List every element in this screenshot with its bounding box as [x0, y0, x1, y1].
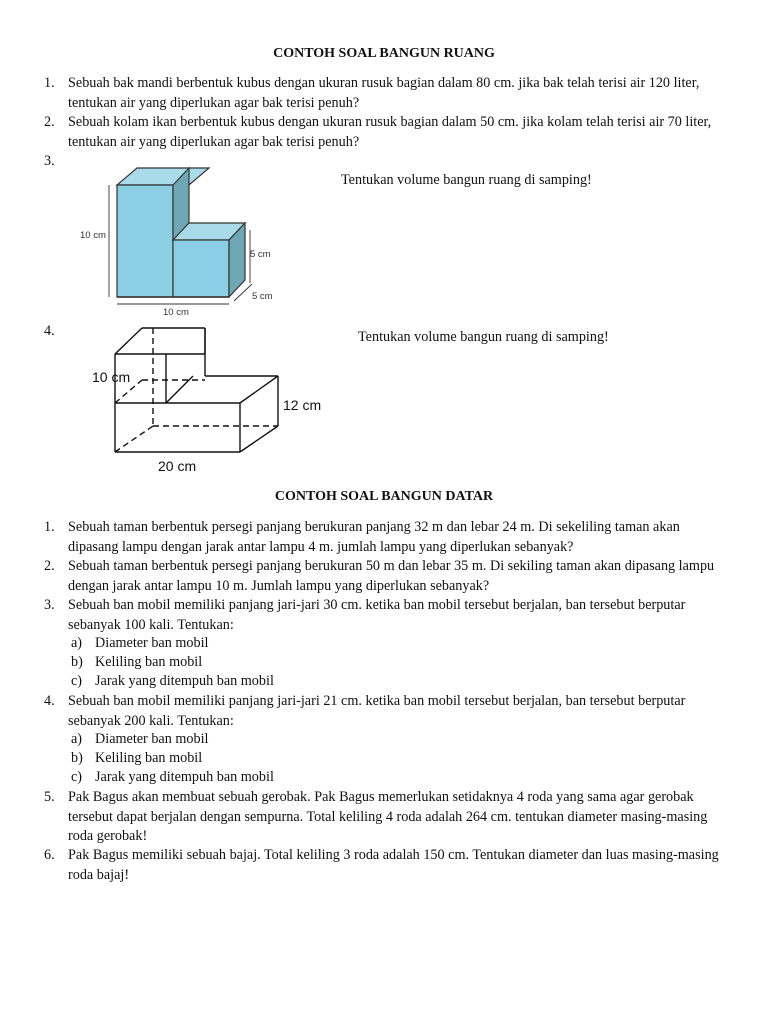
label-front: 5 cm: [250, 249, 271, 260]
question-number: 4.: [44, 693, 55, 709]
section-title-bangun-ruang: CONTOH SOAL BANGUN RUANG: [273, 46, 495, 61]
sub-item: [71, 634, 208, 653]
sub-item-text: Jarak yang ditempuh ban mobil: [95, 673, 274, 689]
question-number: 1.: [44, 519, 55, 535]
question-number: 6.: [44, 847, 55, 863]
question-number: 3.: [44, 153, 55, 169]
label-depth: 5 cm: [252, 291, 273, 302]
question-number: 3.: [44, 597, 55, 613]
sub-item-label: b): [71, 750, 83, 766]
question-text: Sebuah kolam ikan berbentuk kubus dengan ukuran rusuk bagian dalam 50 cm. jika kolam telah terisi air 70 liter, tentukan air yang diperlukan agar bak terisi penuh?: [68, 114, 712, 150]
label-height: 10 cm: [80, 230, 106, 241]
sub-item: [71, 653, 202, 672]
sub-item-text: Keliling ban mobil: [95, 654, 203, 670]
label-top: 10 cm: [92, 369, 131, 385]
question-text: Sebuah taman berbentuk persegi panjang berukuran 50 m dan lebar 35 m. Di sekiling taman akan dipasang lampu dengan jarak antar lampu 10 m. Jumlah lampu yang diperlukan sebanyak?: [68, 558, 715, 594]
sub-item-text: Jarak yang ditempuh ban mobil: [95, 769, 274, 785]
question-number: 5.: [44, 789, 55, 805]
sub-item-text: Diameter ban mobil: [95, 731, 209, 747]
sub-item: [71, 768, 274, 787]
sub-item: [71, 749, 202, 768]
question-text: Pak Bagus akan membuat sebuah gerobak. Pak Bagus memerlukan setidaknya 4 roda yang sama agar gerobak tersebut dapat berjalan dengan sempurna. Total keliling 4 roda adalah 264 cm. tentukan diameter masing-masing roda gerobak!: [68, 789, 708, 844]
question-text: Sebuah ban mobil memiliki panjang jari-jari 21 cm. ketika ban mobil tersebut berjalan, ban tersebut berputar sebanyak 200 kali. Tentukan:: [68, 693, 686, 729]
question-text: Pak Bagus memiliki sebuah bajaj. Total keliling 3 roda adalah 150 cm. Tentukan diameter dan luas masing-masing roda bajaj!: [68, 847, 719, 883]
tall-block-front: [117, 185, 173, 297]
section-title-bangun-datar: CONTOH SOAL BANGUN DATAR: [274, 489, 494, 504]
question-number: 2.: [44, 558, 55, 574]
question-number: 4.: [44, 323, 55, 339]
sub-item-label: b): [71, 654, 83, 670]
question-text: Sebuah bak mandi berbentuk kubus dengan ukuran rusuk bagian dalam 80 cm. jika bak telah terisi air 120 liter, tentukan air yang diperlukan agar bak terisi penuh?: [68, 75, 700, 111]
l-prism-figure: [72, 160, 292, 320]
wireframe-prism-figure: [88, 324, 338, 480]
sub-item-text: Diameter ban mobil: [95, 635, 209, 651]
tall-block-top: [117, 168, 209, 185]
label-width: 10 cm: [163, 307, 189, 318]
sub-item: [71, 672, 274, 691]
question-number: 2.: [44, 114, 55, 130]
sub-item: [71, 730, 208, 749]
sub-item-label: a): [71, 731, 83, 747]
sub-item-text: Keliling ban mobil: [95, 750, 203, 766]
question-text: Sebuah ban mobil memiliki panjang jari-jari 30 cm. ketika ban mobil tersebut berjalan, ban tersebut berputar sebanyak 100 kali. Tentukan:: [68, 597, 686, 633]
sub-item-label: c): [71, 769, 83, 785]
sub-item-label: a): [71, 635, 83, 651]
question-text: Tentukan volume bangun ruang di samping!: [358, 329, 609, 345]
sub-item-label: c): [71, 673, 83, 689]
label-width: 20 cm: [158, 458, 197, 474]
question-text: Tentukan volume bangun ruang di samping!: [341, 172, 592, 188]
question-text: Sebuah taman berbentuk persegi panjang berukuran panjang 32 m dan lebar 24 m. Di sekeliling taman akan dipasang lampu dengan jarak antar lampu 4 m. jumlah lampu yang diperlukan sebanyak?: [68, 519, 680, 555]
question-number: 1.: [44, 75, 55, 91]
small-block-front: [173, 240, 229, 297]
label-height: 12 cm: [283, 397, 322, 413]
